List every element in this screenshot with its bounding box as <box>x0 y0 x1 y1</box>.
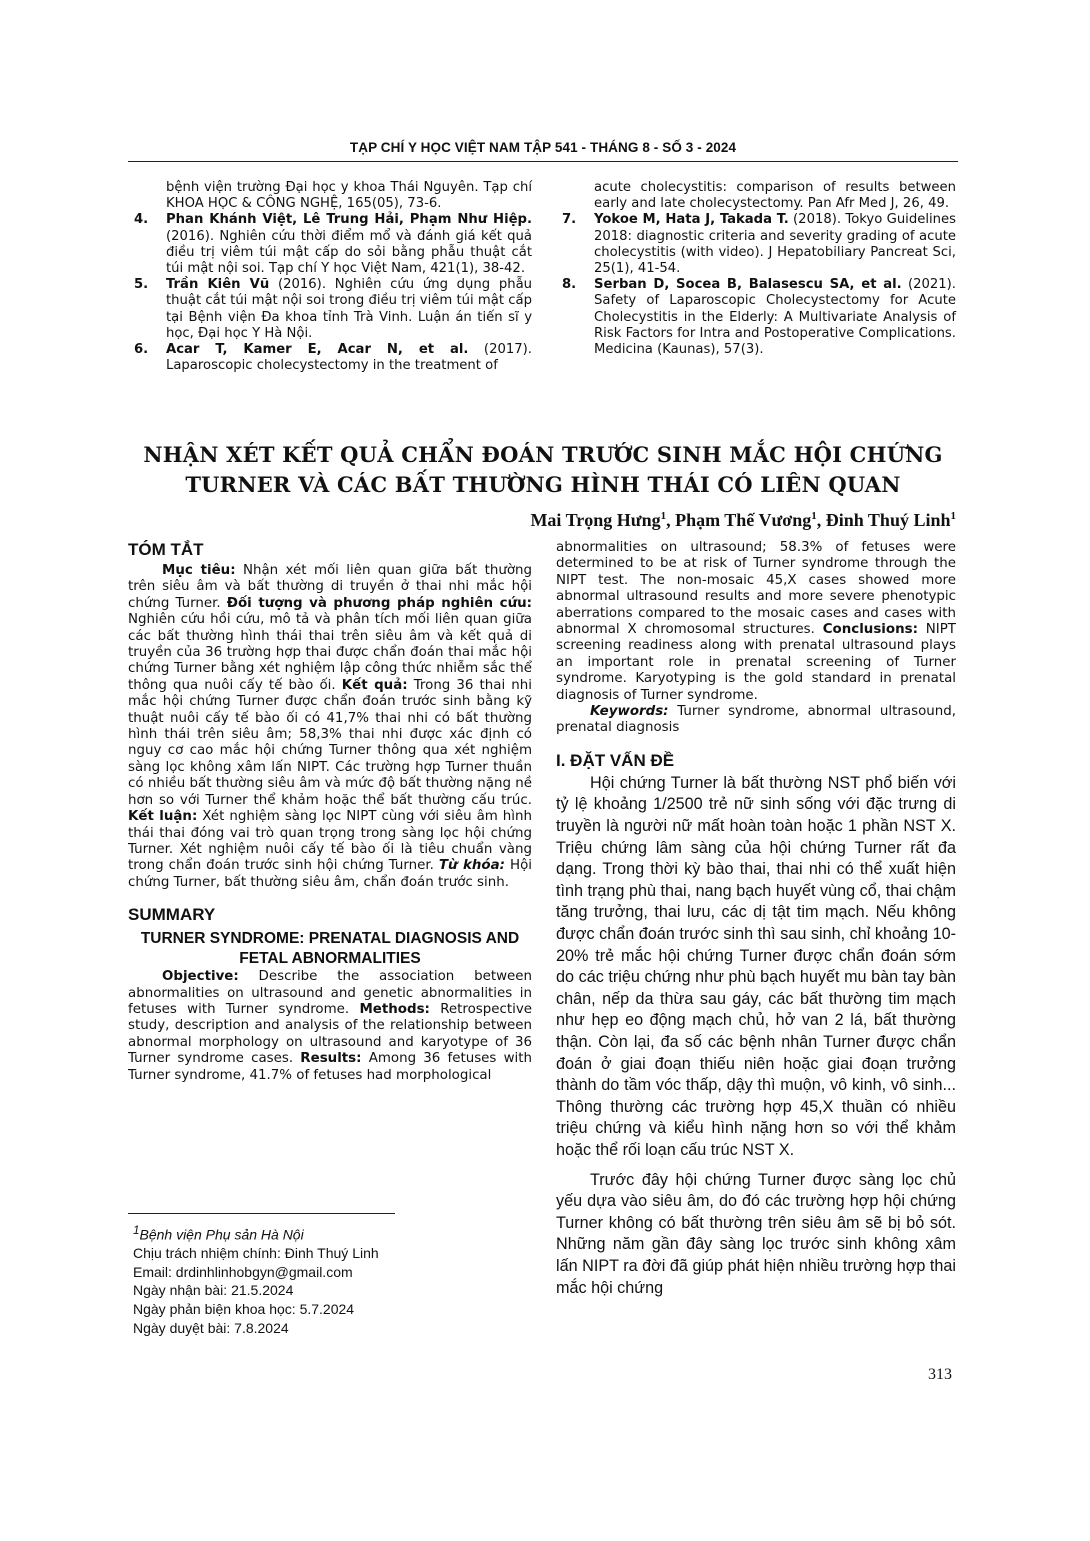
summary-label: Conclusions: <box>822 622 918 638</box>
abstract-label: Mục tiêu: <box>162 563 236 578</box>
reference-authors: Acar T, Kamer E, Acar N, et al. <box>166 342 469 358</box>
reference-item <box>128 180 532 212</box>
author-separator: , <box>816 510 826 530</box>
author-name: Phạm Thế Vương <box>675 510 812 530</box>
summary-label: Objective: <box>162 969 239 985</box>
summary-keywords <box>556 704 956 737</box>
reference-authors: Yokoe M, Hata J, Takada T. <box>594 212 789 228</box>
reference-text: (2016). Nghiên cứu thời điểm mổ và đánh giá kết quả điều trị viêm túi mật cấp do sỏi bằng phẫu thuật cắt túi mật nội soi. Tạp chí Y học Việt Nam, 421(1), 38-42. <box>166 228 532 277</box>
summary-label: Methods: <box>359 1001 430 1017</box>
reference-number: 6. <box>134 342 149 358</box>
right-column <box>556 540 956 1299</box>
reference-item <box>556 180 956 212</box>
summary-title: TURNER SYNDROME: PRENATAL DIAGNOSIS AND FETAL ABNORMALITIES <box>140 930 520 968</box>
abstract-text: Nghiên cứu hồi cứu, mô tả và phân tích mối liên quan giữa các bất thường hình thái thai trên siêu âm và kết quả di truyền của 36 trường hợp thai được chẩn đoán thai mắc hội chứng Turner bằng xét nghiệm lập công thức nhiễm sắc thể thông qua nuôi cấy tế bào ối. <box>128 612 532 693</box>
reference-number: 7. <box>562 212 577 228</box>
abstract-label: Kết luận: <box>128 809 198 825</box>
journal-header: TẠP CHÍ Y HỌC VIỆT NAM TẬP 541 - THÁNG 8 - SỐ 3 - 2024 <box>349 140 737 155</box>
corresponding-author: Chịu trách nhiệm chính: Đinh Thuý Linh <box>133 1245 379 1262</box>
reviewed-date: Ngày phản biện khoa học: 5.7.2024 <box>133 1301 355 1318</box>
title-line-1: NHẬN XÉT KẾT QUẢ CHẨN ĐOÁN TRƯỚC SINH MẮC HỘI CHỨNG <box>143 442 943 467</box>
abstract-body <box>128 563 532 891</box>
footnote-rule <box>128 1213 395 1214</box>
reference-authors: Trần Kiên Vũ <box>166 277 270 293</box>
summary-text: Retrospective study, description and analysis of the relationship between abnormal morphology on ultrasound and karyotype of 36 Turner syndrome cases. <box>128 1001 533 1067</box>
keywords-label: Từ khóa: <box>438 858 506 874</box>
reference-text: (2016). Nghiên cứu ứng dụng phẫu thuật cắt túi mật nội soi trong điều trị viêm túi mật cấp tại Bệnh viện Đa khoa tỉnh Trà Vinh. Luận án tiến sĩ y học, Đại học Y Hà Nội. <box>166 277 533 341</box>
section-heading: I. ĐẶT VẤN ĐỀ <box>556 750 675 770</box>
reference-number: 4. <box>134 212 149 228</box>
references-right <box>556 180 956 358</box>
page-number: 313 <box>928 1366 952 1383</box>
left-column <box>128 540 532 1084</box>
author-list <box>530 510 956 531</box>
reference-text: acute cholecystitis: comparison of results between early and late cholecystectomy. Pan Afr Med J, 26, 49. <box>594 180 956 212</box>
intro-paragraph: Trước đây hội chứng Turner được sàng lọc chủ yếu dựa vào siêu âm, do đó các trường hợp hội chứng Turner không có bất thường trên siêu âm sẽ bị bỏ sót. Những năm gần đây sàng lọc trước sinh không xâm lấn NIPT ra đời đã giúp phát hiện nhiều trường hợp thai mắc hội chứng <box>556 1170 956 1297</box>
abstract-text: Trong 36 thai nhi mắc hội chứng Turner được chẩn đoán trước sinh bằng kỹ thuật nuôi cấy tế bào ối có 41,7% thai nhi có bất thường hình thái trên siêu âm; 58,3% thai nhi được xác định có nguy cơ cao mắc hội chứng Turner thông qua xét nghiệm sàng lọc không xâm lấn NIPT. Các trường hợp Turner thuần có nhiều bất thường siêu âm và mức độ bất thường nặng nề hơn so với Turner thể khảm hoặc thể bất thường cấu trúc. <box>128 677 532 808</box>
summary-label: Results: <box>300 1051 362 1067</box>
affiliation-text: Bệnh viện Phụ sản Hà Nội <box>139 1226 304 1243</box>
reference-text: bệnh viện trường Đại học y khoa Thái Nguyên. Tạp chí KHOA HỌC & CÔNG NGHỆ, 165(05), 73-6. <box>166 180 532 212</box>
footnote <box>133 1222 379 1337</box>
keywords-text: Hội chứng Turner, bất thường siêu âm, chẩn đoán trước sinh. <box>128 858 532 890</box>
author-separator: , <box>666 510 676 530</box>
author-name: Mai Trọng Hưng <box>530 510 661 530</box>
keywords-label: Keywords: <box>590 704 669 720</box>
accepted-date: Ngày duyệt bài: 7.8.2024 <box>133 1319 289 1336</box>
author-affiliation-mark: 1 <box>950 510 956 522</box>
affiliation-line <box>133 1222 379 1244</box>
abstract-heading: TÓM TẮT <box>128 540 204 559</box>
title-line-2: TURNER VÀ CÁC BẤT THƯỜNG HÌNH THÁI CÓ LIÊN QUAN <box>185 472 901 497</box>
affiliation-mark: 1 <box>133 1224 140 1237</box>
author-email: Email: drdinhlinhobgyn@gmail.com <box>133 1263 353 1280</box>
reference-text: (2018). Tokyo Guidelines 2018: diagnostic criteria and severity grading of acute cholecystitis (with video). J Hepatobiliary Pancreat Sci, 25(1), 41-54. <box>594 212 957 277</box>
received-date: Ngày nhận bài: 21.5.2024 <box>133 1282 294 1299</box>
reference-authors: Phan Khánh Việt, Lê Trung Hải, Phạm Như Hiệp. <box>166 212 532 228</box>
summary-body <box>128 969 532 1084</box>
reference-number: 5. <box>134 277 149 293</box>
intro-paragraph: Hội chứng Turner là bất thường NST phổ biến với tỷ lệ khoảng 1/2500 trẻ nữ sinh sống với đặc trưng di truyền là người nữ mất hoàn toàn hoặc 1 phần NST X. Triệu chứng lâm sàng của hội chứng Turner rất đa dạng. Trong thời kỳ bào thai, thai nhi có thể xuất hiện tình trạng phù thai, nang bạch huyết vùng cổ, thai chậm tăng trưởng, thai lưu, các dị tật tim mạch. Nếu không được chẩn đoán trước sinh thì sau sinh, chỉ khoảng 10-20% trẻ mắc hội chứng Turner được chẩn đoán sớm do các triệu chứng như phù bạch huyết mu bàn tay bàn chân, nếp da thừa sau gáy, các bất thường tim mạch như hẹp eo động mạch chủ, hở van 2 lá, bất thường thận. Còn lại, đa số các bệnh nhân Turner được chẩn đoán ở giai đoạn thiếu niên hoặc giai đoạn trưởng thành do tầm vóc thấp, dậy thì muộn, vô kinh, vô sinh... Thông thường các trường hợp 45,X thuần có nhiều triệu chứng và kiểu hình nặng hơn so với thể khảm hoặc thể rối loạn cấu trúc NST X. <box>556 773 956 1159</box>
summary-text: abnormalities on ultrasound; 58.3% of fetuses were determined to be at risk of Turner syndrome through the NIPT test. The non-mosaic 45,X cases showed more abnormal ultrasound results and more severe phenotypic aberrations compared to the mosaic cases and cases with abnormal X chromosomal structures. <box>556 540 956 638</box>
summary-heading: SUMMARY <box>128 905 216 925</box>
abstract-label: Đối tượng và phương pháp nghiên cứu: <box>226 595 532 611</box>
reference-item <box>128 277 532 342</box>
reference-item <box>128 342 532 374</box>
author-affiliation-mark: 1 <box>811 510 817 522</box>
reference-item <box>556 277 956 358</box>
reference-authors: Serban D, Socea B, Balasescu SA, et al. <box>594 277 902 293</box>
author-affiliation-mark: 1 <box>660 510 667 522</box>
reference-item <box>128 212 532 277</box>
abstract-text: Nhận xét mối liên quan giữa bất thường trên siêu âm và bất thường di truyền ở thai nhi mắc hội chứng Turner. <box>128 563 532 611</box>
reference-item <box>556 212 956 277</box>
author-name: Đinh Thuý Linh <box>825 510 951 530</box>
summary-text: Describe the association between abnormalities on ultrasound and genetic abnormalities in fetuses with Turner syndrome. <box>128 969 532 1017</box>
abstract-label: Kết quả: <box>341 677 408 693</box>
references-left <box>128 180 532 374</box>
abstract-text: Xét nghiệm sàng lọc NIPT cùng với siêu âm hình thái thai đóng vai trò quan trọng trong sàng lọc hội chứng Turner. Xét nghiệm nuôi cấy tế bào ối là tiêu chuẩn vàng trong chẩn đoán trước sinh hội chứng Turner. <box>128 809 532 874</box>
article-title <box>128 440 958 500</box>
summary-body-continued <box>556 540 956 704</box>
reference-number: 8. <box>562 277 577 293</box>
keywords-text: Turner syndrome, abnormal ultrasound, prenatal diagnosis <box>556 704 956 736</box>
header-rule <box>128 161 958 162</box>
summary-text: Among 36 fetuses with Turner syndrome, 41.7% of fetuses had morphological <box>128 1051 532 1083</box>
reference-text: (2021). Safety of Laparoscopic Cholecystectomy for Acute Cholecystitis in the Elderly: A Multivariate Analysis of Risk Factors for Intra and Postoperative Complications. Medicina (Kaunas), 57(3). <box>594 277 956 358</box>
summary-text: NIPT screening readiness along with prenatal ultrasound plays an important role in prenatal screening of Turner syndrome. Karyotyping is the gold standard in prenatal diagnosis of Turner syndrome. <box>556 622 956 703</box>
reference-text: (2017). Laparoscopic cholecystectomy in the treatment of <box>166 342 532 374</box>
